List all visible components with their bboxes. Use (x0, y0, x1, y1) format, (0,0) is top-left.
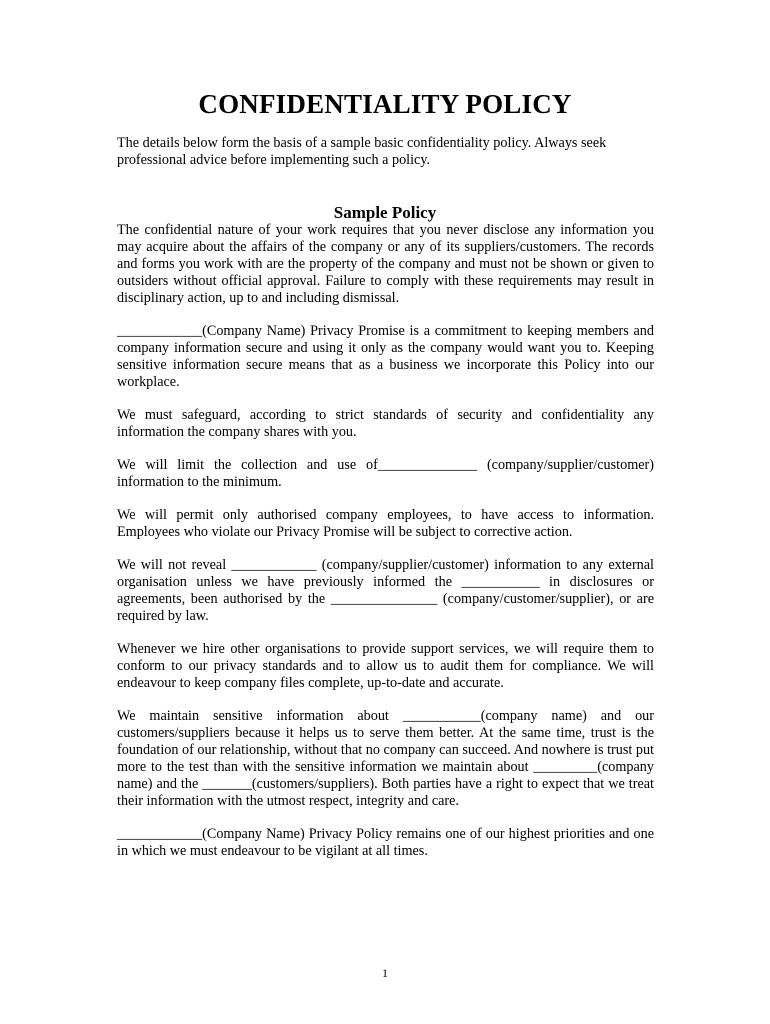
document-title: CONFIDENTIALITY POLICY (198, 89, 572, 119)
policy-paragraph: The confidential nature of your work requires that you never disclose any information you may acquire about the affairs of the company or any of its suppliers/customers. The records and forms you work with are the property of the company and must not be shown or given to outsiders without official approval. Failure to comply with these requirements may result in disciplinary action, up to and including dismissal. (117, 222, 654, 306)
policy-paragraph: We will limit the collection and use of______________ (company/supplier/customer) information to the minimum. (117, 457, 654, 490)
policy-paragraph: We must safeguard, according to strict standards of security and confidentiality any information the company shares with you. (117, 407, 654, 440)
policy-paragraph: Whenever we hire other organisations to provide support services, we will require them to conform to our privacy standards and to allow us to audit them for compliance. We will endeavour to keep company files complete, up-to-date and accurate. (117, 641, 654, 691)
policy-paragraph: ____________(Company Name) Privacy Policy remains one of our highest priorities and one in which we must endeavour to be vigilant at all times. (117, 826, 654, 859)
policy-paragraph: We will not reveal ____________ (company/supplier/customer) information to any external organisation unless we have previously informed the ___________ in disclosures or agreements, been authorised by the _______________ (company/customer/supplier), or are required by law. (117, 557, 654, 624)
page-number: 1 (382, 966, 388, 980)
policy-body (117, 222, 654, 876)
intro-paragraph: The details below form the basis of a sample basic confidentiality policy. Always seek professional advice before implementing such a policy. (117, 135, 607, 168)
section-heading: Sample Policy (333, 203, 437, 222)
policy-paragraph: ____________(Company Name) Privacy Promise is a commitment to keeping members and company information secure and using it only as the company would want you to. Keeping sensitive information secure means that as a business we incorporate this Policy into our workplace. (117, 323, 654, 390)
policy-paragraph: We will permit only authorised company employees, to have access to information. Employees who violate our Privacy Promise will be subject to corrective action. (117, 507, 654, 540)
policy-paragraph: We maintain sensitive information about ___________(company name) and our customers/suppliers because it helps us to serve them better. At the same time, trust is the foundation of our relationship, without that no company can succeed. And nowhere is trust put more to the test than with the sensitive information we maintain about _________(company name) and the _______(customers/suppliers). Both parties have a right to expect that we treat their information with the utmost respect, integrity and care. (117, 708, 654, 809)
